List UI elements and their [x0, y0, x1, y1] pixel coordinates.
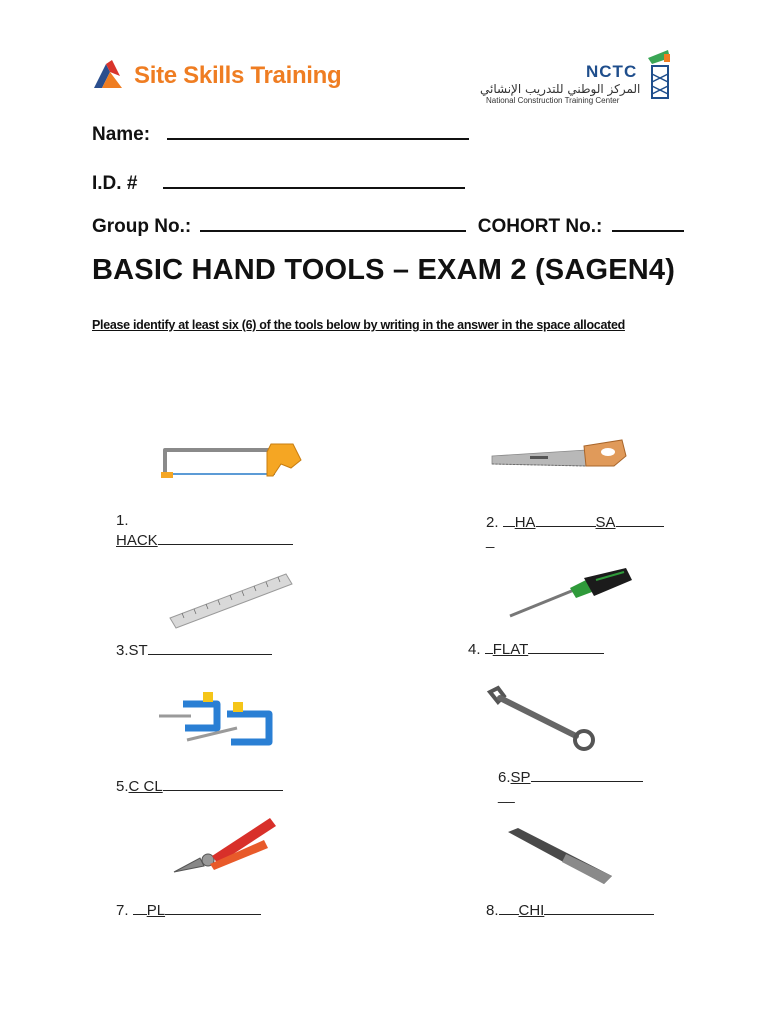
- name-blank[interactable]: [167, 120, 469, 140]
- answer-3: [116, 640, 272, 659]
- answer-5-number: 5.: [116, 778, 129, 795]
- site-skills-brand-text: Site Skills Training: [134, 62, 342, 89]
- exam-title: BASIC HAND TOOLS – EXAM 2 (SAGEN4): [92, 254, 676, 286]
- pliers-image: [170, 810, 280, 882]
- answer-1-text: HACK: [116, 532, 158, 549]
- answer-4-lead-blank: [485, 639, 493, 654]
- hacksaw-image: [155, 438, 305, 488]
- answer-2: [486, 512, 664, 531]
- answer-2-text-2: SA: [595, 514, 616, 531]
- nctc-logo: [476, 46, 686, 106]
- id-label: I.D. #: [92, 173, 138, 194]
- answer-4-number: 4.: [468, 641, 481, 658]
- handsaw-image: [490, 436, 630, 470]
- answer-7-text: PL: [146, 902, 166, 919]
- answer-5: [116, 776, 283, 795]
- name-field: [92, 120, 469, 146]
- site-skills-logo: [90, 58, 341, 94]
- spanner-image: [484, 686, 600, 750]
- id-field: [92, 169, 465, 195]
- cohort-blank[interactable]: [612, 212, 684, 232]
- answer-2-text: HA: [514, 514, 536, 531]
- answer-8-number: 8.: [486, 902, 499, 919]
- answer-7-number: 7.: [116, 902, 129, 919]
- answer-7-blank[interactable]: [165, 900, 261, 915]
- answer-8-blank[interactable]: [544, 900, 654, 915]
- group-cohort-field: [92, 212, 684, 238]
- answer-8: [486, 900, 654, 919]
- site-skills-logo-icon: [90, 58, 126, 94]
- answer-1-number: 1.: [116, 512, 129, 529]
- answer-3-blank[interactable]: [148, 640, 272, 655]
- id-blank[interactable]: [163, 169, 465, 189]
- answer-5-text: C CL: [128, 778, 163, 795]
- answer-3-text: ST: [128, 642, 148, 659]
- answer-6: [498, 767, 643, 786]
- answer-8-lead-blank: [499, 900, 519, 915]
- answer-2-trail: _: [486, 532, 495, 549]
- answer-2-lead-blank: [503, 512, 515, 527]
- answer-2-blank-1[interactable]: [536, 512, 596, 527]
- answer-4-blank[interactable]: [528, 639, 604, 654]
- answer-7: [116, 900, 261, 919]
- steel-ruler-image: [168, 570, 294, 630]
- nctc-abbr: NCTC: [586, 62, 638, 81]
- answer-7-lead-blank: [133, 900, 147, 915]
- answer-8-text: CHI: [518, 902, 545, 919]
- instructions: Please identify at least six (6) of the tools below by writing in the answer in the space allocated: [92, 318, 625, 332]
- chisel-image: [506, 826, 616, 886]
- answer-4: [468, 639, 604, 658]
- answer-1-blank[interactable]: [158, 530, 293, 545]
- answer-6-blank[interactable]: [531, 767, 643, 782]
- screwdriver-image: [506, 566, 634, 622]
- group-blank[interactable]: [200, 212, 466, 232]
- group-label: Group No.:: [92, 216, 192, 237]
- answer-1: [116, 530, 293, 549]
- c-clamp-image: [155, 688, 295, 752]
- answer-2-blank-2[interactable]: [616, 512, 664, 527]
- answer-6-text: SP: [510, 769, 531, 786]
- name-label: Name:: [92, 124, 151, 145]
- cohort-label: COHORT No.:: [477, 216, 603, 237]
- nctc-english-name: National Construction Training Center: [486, 96, 620, 105]
- nctc-tower-icon: [644, 48, 674, 100]
- answer-6-number: 6.: [498, 769, 511, 786]
- answer-6-trail: __: [498, 787, 515, 804]
- answer-2-number: 2.: [486, 514, 499, 531]
- answer-4-text: FLAT: [492, 641, 529, 658]
- nctc-arabic-name: المركز الوطني للتدريب الإنشائي: [480, 82, 641, 96]
- answer-5-blank[interactable]: [163, 776, 283, 791]
- answer-3-number: 3.: [116, 642, 129, 659]
